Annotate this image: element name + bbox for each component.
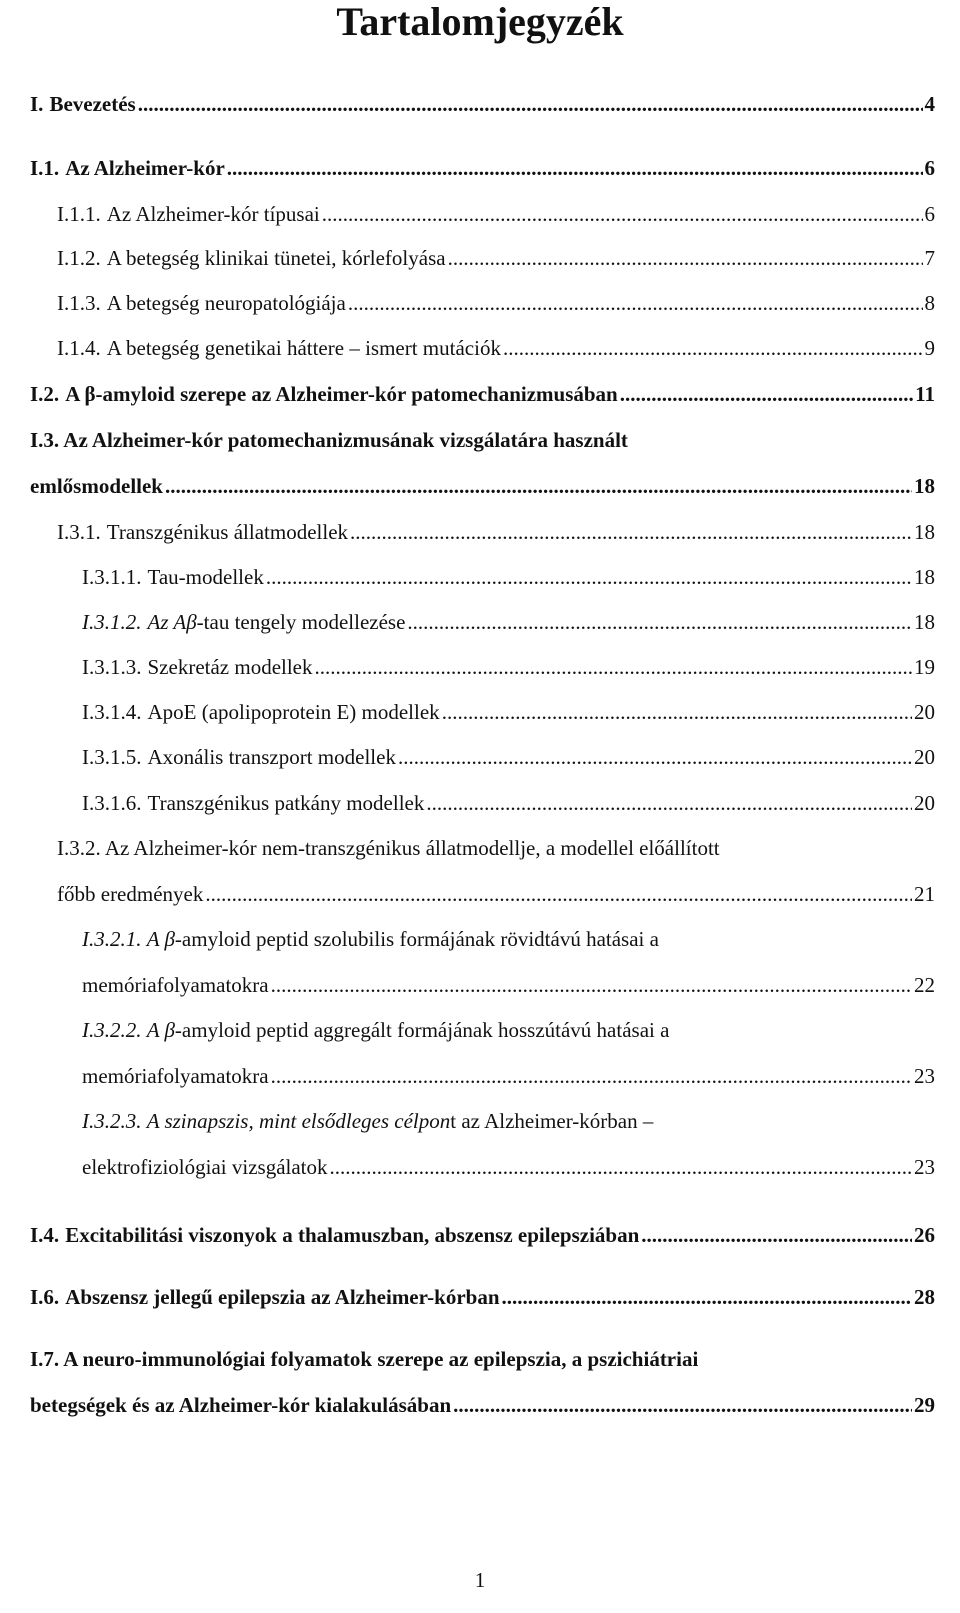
toc-leader-dots: [407, 608, 912, 636]
toc-leader-dots: [266, 563, 912, 591]
toc-entry-page: 19: [914, 655, 935, 679]
toc-entry-page: 18: [914, 474, 935, 498]
toc-entry-title: Transzgénikus patkány modellek: [147, 791, 425, 815]
toc-entry[interactable]: [82, 653, 935, 681]
toc-entry-number: I.6.: [30, 1285, 60, 1309]
toc-entry-page: 20: [914, 791, 935, 815]
toc-leader-dots: [442, 698, 912, 726]
toc-leader-dots: [448, 244, 923, 272]
toc-entry-page: 6: [924, 156, 935, 180]
toc-entry-title-italic: A β: [146, 1018, 175, 1042]
toc-entry-title: A β-amyloid szerepe az Alzheimer-kór patomechanizmusában: [65, 382, 618, 406]
toc-entry-first-line[interactable]: [82, 1016, 669, 1044]
toc-entry[interactable]: [30, 1391, 935, 1419]
toc-leader-dots: [271, 1062, 912, 1090]
toc-leader-dots: [453, 1391, 912, 1419]
toc-entry-page: 18: [914, 610, 935, 634]
toc-entry-number: I.: [30, 92, 44, 116]
toc-entry-title: Az Alzheimer-kór típusai: [106, 202, 320, 226]
toc-entry-title: Abszensz jellegű epilepszia az Alzheimer-kórban: [65, 1285, 500, 1309]
toc-leader-dots: [502, 1283, 912, 1311]
toc-entry[interactable]: [57, 334, 935, 362]
toc-entry-title-continued: emlősmodellek: [30, 474, 163, 498]
toc-entry-number: I.3.1.5.: [82, 745, 142, 769]
toc-entry-title: A betegség neuropatológiája: [106, 291, 346, 315]
page-title: Tartalomjegyzék: [336, 0, 624, 44]
toc-entry-first-line[interactable]: [57, 834, 720, 862]
toc-entry-page: 22: [914, 973, 935, 997]
toc-entry[interactable]: [57, 880, 935, 908]
toc-entry[interactable]: [30, 472, 935, 500]
toc-entry-title: -amyloid peptid szolubilis formájának rövidtávú hatásai a: [174, 927, 659, 951]
toc-entry[interactable]: [30, 90, 935, 118]
toc-entry-title-continued: főbb eredmények: [57, 882, 204, 906]
toc-entry-number: I.3.1.6.: [82, 791, 142, 815]
toc-entry-page: 8: [924, 291, 935, 315]
toc-entry-title: -amyloid peptid aggregált formájának hosszútávú hatásai a: [174, 1018, 670, 1042]
toc-entry[interactable]: [30, 1221, 935, 1249]
toc-entry-number: I.3.2.1.: [82, 927, 142, 951]
toc-leader-dots: [315, 653, 912, 681]
toc-entry[interactable]: [57, 200, 935, 228]
toc-entry-title-italic: Az Aβ: [147, 610, 197, 634]
toc-entry-title: Bevezetés: [49, 92, 136, 116]
toc-entry-page: 23: [914, 1155, 935, 1179]
toc-entry-page: 23: [914, 1064, 935, 1088]
toc-entry-page: 20: [914, 745, 935, 769]
toc-entry-first-line[interactable]: [82, 1107, 653, 1135]
toc-entry-number: I.3.1.1.: [82, 565, 142, 589]
toc-entry-page: 4: [924, 92, 935, 116]
toc-entry-page: 7: [924, 246, 935, 270]
toc-leader-dots: [205, 880, 912, 908]
toc-leader-dots: [322, 200, 923, 228]
toc-entry-page: 6: [924, 202, 935, 226]
toc-entry-title-italic: A β: [146, 927, 175, 951]
toc-leader-dots: [138, 90, 923, 118]
toc-entry-title: ApoE (apolipoprotein E) modellek: [147, 700, 440, 724]
toc-entry[interactable]: [30, 1283, 935, 1311]
toc-leader-dots: [165, 472, 912, 500]
toc-entry[interactable]: [82, 1062, 935, 1090]
toc-entry-number: I.3.1.2.: [82, 610, 142, 634]
toc-entry-page: 18: [914, 520, 935, 544]
toc-entry-title-continued: memóriafolyamatokra: [82, 973, 269, 997]
toc-entry-title: Az Alzheimer-kór patomechanizmusának vizsgálatára használt: [63, 428, 628, 452]
toc-entry-title-continued: memóriafolyamatokra: [82, 1064, 269, 1088]
toc-leader-dots: [426, 789, 912, 817]
toc-entry-number: I.3.1.: [57, 520, 101, 544]
toc-entry-first-line[interactable]: [82, 925, 659, 953]
toc-leader-dots: [350, 518, 912, 546]
toc-entry-title-italic: A szinapszis, mint elsődleges célpon: [146, 1109, 451, 1133]
toc-entry-number: I.7.: [30, 1347, 60, 1371]
toc-entry[interactable]: [82, 789, 935, 817]
toc-entry-number: I.1.1.: [57, 202, 101, 226]
toc-entry-page: 29: [914, 1393, 935, 1417]
toc-entry-number: I.3.2.: [57, 836, 101, 860]
toc-leader-dots: [503, 334, 923, 362]
toc-entry-number: I.1.3.: [57, 291, 101, 315]
toc-entry-first-line[interactable]: [30, 1345, 698, 1373]
toc-entry-title: Az Alzheimer-kór nem-transzgénikus állatmodellje, a modellel előállított: [104, 836, 720, 860]
toc-leader-dots: [620, 380, 913, 408]
toc-entry-title: Tau-modellek: [147, 565, 264, 589]
toc-entry-page: 9: [924, 336, 935, 360]
toc-entry-title-continued: elektrofiziológiai vizsgálatok: [82, 1155, 328, 1179]
toc-entry[interactable]: [82, 698, 935, 726]
toc-entry[interactable]: [30, 380, 935, 408]
toc-entry-number: I.1.: [30, 156, 60, 180]
toc-entry-title: Transzgénikus állatmodellek: [106, 520, 349, 544]
toc-entry[interactable]: [82, 743, 935, 771]
toc-leader-dots: [330, 1153, 913, 1181]
toc-entry-number: I.1.2.: [57, 246, 101, 270]
toc-entry-title: A neuro-immunológiai folyamatok szerepe az epilepszia, a pszichiátriai: [63, 1347, 699, 1371]
toc-entry-title-continued: betegségek és az Alzheimer-kór kialakulásában: [30, 1393, 452, 1417]
toc-entry-number: I.1.4.: [57, 336, 101, 360]
toc-entry-title: A betegség genetikai háttere – ismert mutációk: [106, 336, 501, 360]
toc-entry-page: 20: [914, 700, 935, 724]
toc-entry[interactable]: [57, 244, 935, 272]
toc-entry-title: Szekretáz modellek: [147, 655, 313, 679]
toc-entry-page: 26: [914, 1223, 935, 1247]
toc-entry[interactable]: [82, 608, 935, 636]
toc-entry-title: t az Alzheimer-kórban –: [450, 1109, 654, 1133]
toc-entry-number: I.2.: [30, 382, 60, 406]
toc-entry-title: Az Alzheimer-kór: [65, 156, 225, 180]
toc-entry[interactable]: [57, 518, 935, 546]
toc-entry-number: I.3.2.2.: [82, 1018, 142, 1042]
toc-entry[interactable]: [82, 971, 935, 999]
page-number: 1: [474, 1568, 486, 1592]
toc-entry-first-line[interactable]: [30, 426, 628, 454]
toc-leader-dots: [398, 743, 912, 771]
toc-entry-page: 21: [914, 882, 935, 906]
toc-leader-dots: [348, 289, 923, 317]
toc-entry[interactable]: [82, 1153, 935, 1181]
toc-entry-number: I.3.2.3.: [82, 1109, 142, 1133]
toc-entry[interactable]: [82, 563, 935, 591]
toc-entry[interactable]: [30, 154, 935, 182]
toc-entry-number: I.4.: [30, 1223, 60, 1247]
toc-entry-title: Excitabilitási viszonyok a thalamuszban, abszensz epilepsziában: [65, 1223, 640, 1247]
toc-leader-dots: [227, 154, 923, 182]
toc-entry-number: I.3.: [30, 428, 60, 452]
toc-entry-number: I.3.1.3.: [82, 655, 142, 679]
toc-entry-page: 11: [915, 382, 935, 406]
toc-entry-page: 18: [914, 565, 935, 589]
toc-entry-title: A betegség klinikai tünetei, kórlefolyása: [106, 246, 446, 270]
toc-entry-page: 28: [914, 1285, 935, 1309]
toc-leader-dots: [271, 971, 912, 999]
toc-entry[interactable]: [57, 289, 935, 317]
toc-entry-title: -tau tengely modellezése: [196, 610, 406, 634]
toc-entry-number: I.3.1.4.: [82, 700, 142, 724]
toc-entry-title: Axonális transzport modellek: [147, 745, 396, 769]
toc-leader-dots: [641, 1221, 912, 1249]
